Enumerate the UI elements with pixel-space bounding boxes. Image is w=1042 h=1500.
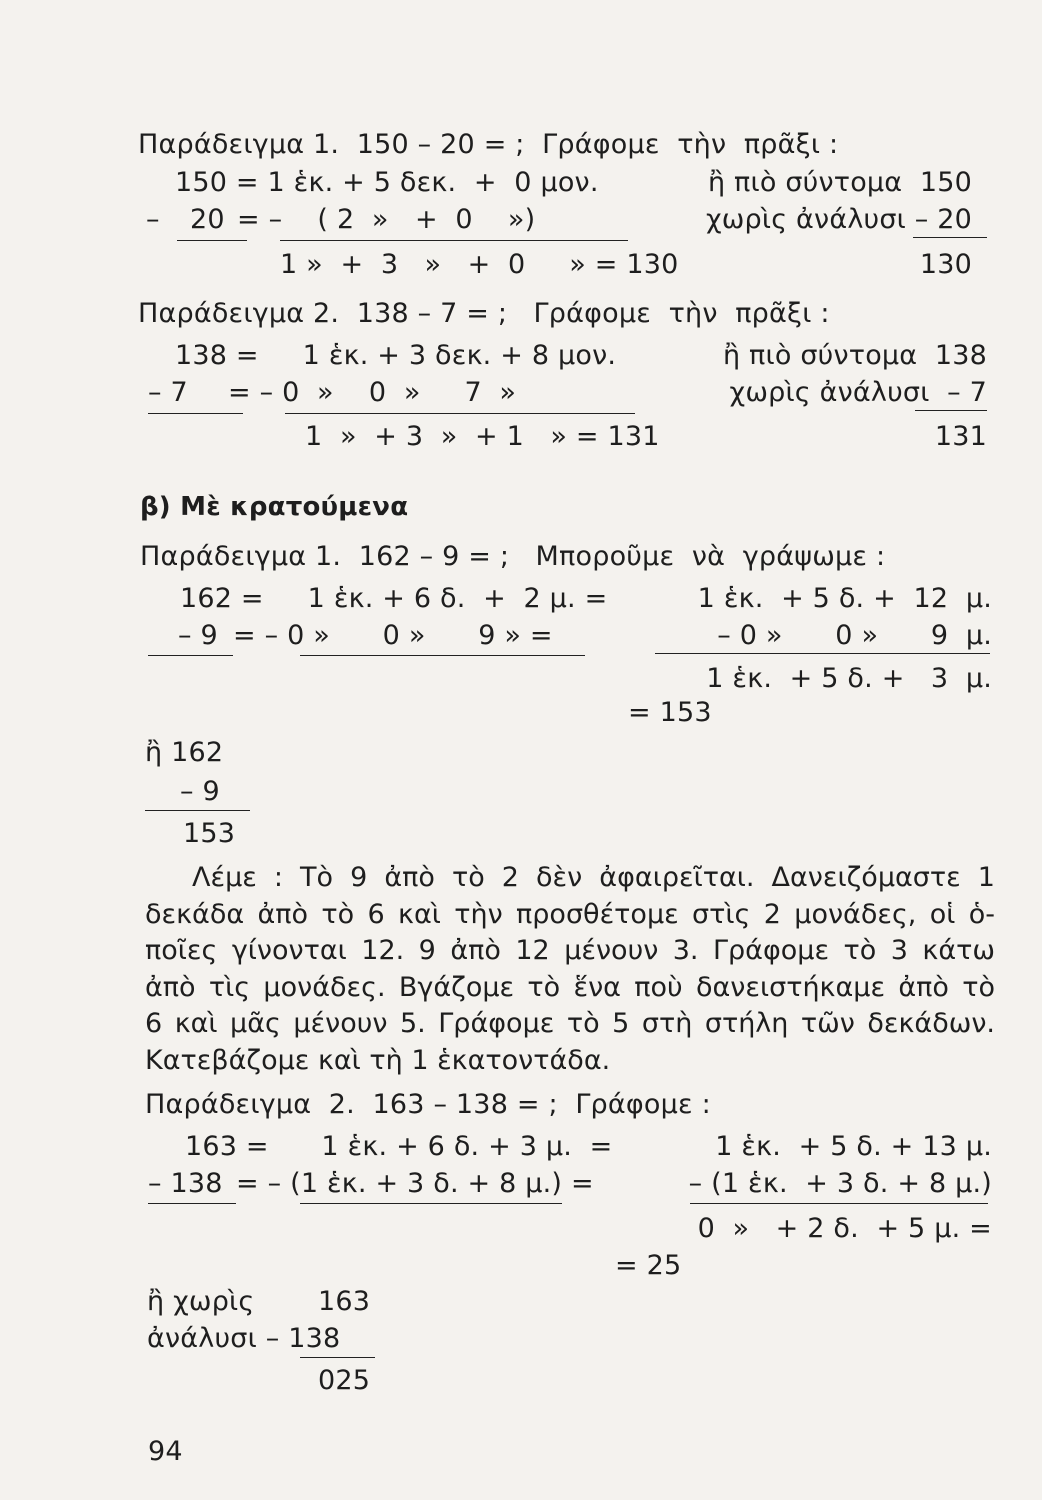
example3-alt-rule <box>145 810 250 811</box>
example3-left-rule <box>148 655 233 656</box>
example3-row2-right: – 0 » 0 » 9 μ. <box>717 620 992 651</box>
example3-row1-left: 162 = 1 ἑκ. + 6 δ. + 2 μ. = <box>180 583 608 614</box>
example4-equals: = 25 <box>615 1250 682 1281</box>
example3-heading: Παράδειγμα 1. 162 – 9 = ; Μποροῦμε νὰ γράψωμε : <box>140 541 886 572</box>
example4-left-rule <box>148 1203 236 1204</box>
example1-row2-body: = – ( 2 » + 0 ») <box>237 204 536 235</box>
explanation-line: ἀπὸ τὶς μονάδες. Βγάζομε τὸ ἕνα ποὺ δανειστήκαμε ἀπὸ τὸ <box>145 971 995 1003</box>
example4-row1-right: 1 ἑκ. + 5 δ. + 13 μ. <box>715 1131 992 1162</box>
example1-right-rule <box>913 237 987 238</box>
example2-heading: Παράδειγμα 2. 138 – 7 = ; Γράφομε τὴν πρᾶξι : <box>138 298 830 329</box>
example3-alt-sub: – 9 <box>180 776 220 807</box>
explanation-line: δεκάδα ἀπὸ τὸ 6 καὶ τὴν προσθέτομε στὶς 2 μονάδες, οἱ ὁ- <box>145 898 995 930</box>
example3-row2-num: – 9 <box>178 620 218 651</box>
example1-middle-rule <box>280 240 628 241</box>
page-number: 94 <box>148 1436 183 1467</box>
example3-middle-rule <box>300 655 585 656</box>
example2-row1-right: ἢ πιὸ σύντομα 138 <box>722 340 987 371</box>
section-b-title: β) Μὲ κρατούμενα <box>140 492 409 522</box>
example4-alt-result: 025 <box>318 1365 371 1396</box>
example4-row2-right: – (1 ἑκ. + 3 δ. + 8 μ.) <box>688 1168 992 1199</box>
example4-middle-rule <box>300 1203 562 1204</box>
example2-left-rule <box>148 413 243 414</box>
example3-equals: = 153 <box>628 697 712 728</box>
example3-result-right: 1 ἑκ. + 5 δ. + 3 μ. <box>706 663 992 694</box>
example4-heading: Παράδειγμα 2. 163 – 138 = ; Γράφομε : <box>145 1089 711 1120</box>
example4-alt-analysis: ἀνάλυσι – 138 <box>147 1323 341 1354</box>
explanation-line: Λέμε : Τὸ 9 ἀπὸ τὸ 2 δὲν ἀφαιρεῖται. Δανειζόμαστε 1 <box>192 862 995 893</box>
example2-result-right: 131 <box>934 421 987 452</box>
example4-alt-or: ἢ χωρὶς <box>147 1286 255 1317</box>
example1-left-rule <box>177 240 247 241</box>
example4-alt-rule <box>300 1357 375 1358</box>
example2-result: 1 » + 3 » + 1 » = 131 <box>305 421 660 452</box>
example3-alt-or: ἢ 162 <box>145 737 224 768</box>
example2-row2-right: χωρὶς ἀνάλυσι – 7 <box>729 377 987 408</box>
example1-result-right: 130 <box>919 249 972 280</box>
example2-row2-num: – 7 <box>148 377 188 408</box>
explanation-line: 6 καὶ μᾶς μένουν 5. Γράφομε τὸ 5 στὴ στήλη τῶν δεκάδων. <box>145 1008 995 1039</box>
example4-alt-or-num: 163 <box>318 1286 371 1317</box>
example4-row1-left: 163 = 1 ἑκ. + 6 δ. + 3 μ. = <box>185 1131 613 1162</box>
example1-heading: Παράδειγμα 1. 150 – 20 = ; Γράφομε τὴν πρᾶξι : <box>138 129 839 160</box>
example1-row2-num: 20 <box>190 204 225 235</box>
example2-row1-left: 138 = 1 ἑκ. + 3 δεκ. + 8 μον. <box>175 340 617 371</box>
example3-row2-body: = – 0 » 0 » 9 » = <box>233 620 553 651</box>
example2-row2-body: = – 0 » 0 » 7 » <box>228 377 517 408</box>
explanation-line: Κατεβάζομε καὶ τὴ 1 ἑκατοντάδα. <box>145 1044 611 1076</box>
example1-result: 1 » + 3 » + 0 » = 130 <box>280 249 679 280</box>
example1-row1-left: 150 = 1 ἑκ. + 5 δεκ. + 0 μον. <box>175 167 599 198</box>
example4-row2-body: = – (1 ἑκ. + 3 δ. + 8 μ.) = <box>236 1168 594 1199</box>
example3-right-rule <box>655 653 990 654</box>
example4-right-rule <box>690 1203 988 1204</box>
example3-explanation <box>145 860 995 1079</box>
example1-row2-sign: – <box>146 204 160 235</box>
example1-row1-right: ἢ πιὸ σύντομα 150 <box>707 167 972 198</box>
example1-row2-right: χωρὶς ἀνάλυσι – 20 <box>705 204 972 235</box>
example2-right-rule <box>915 410 987 411</box>
example3-alt-result: 153 <box>183 818 236 849</box>
example4-result-right: 0 » + 2 δ. + 5 μ. = <box>697 1213 992 1244</box>
example4-row2-num: – 138 <box>148 1168 223 1199</box>
explanation-line: ποῖες γίνονται 12. 9 ἀπὸ 12 μένουν 3. Γράφομε τὸ 3 κάτω <box>145 935 995 966</box>
example3-row1-right: 1 ἑκ. + 5 δ. + 12 μ. <box>697 583 992 614</box>
example2-middle-rule <box>285 413 635 414</box>
